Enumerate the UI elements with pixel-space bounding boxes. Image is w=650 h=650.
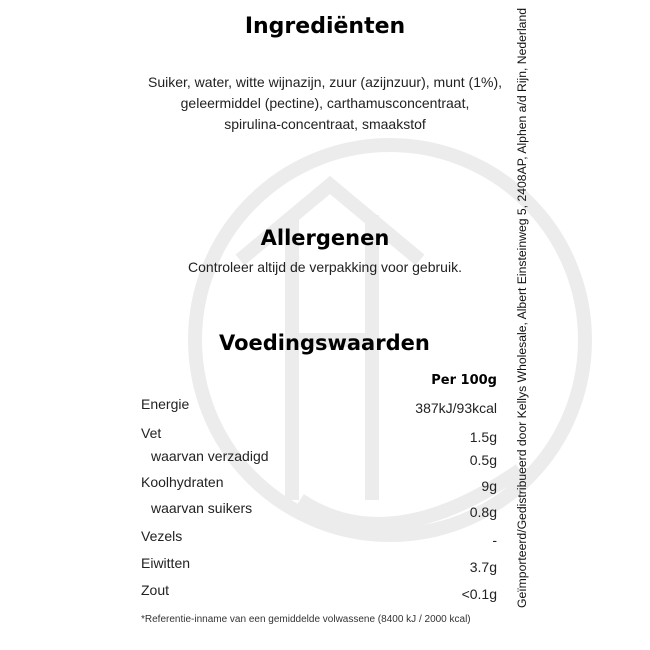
ingredients-line: geleermiddel (pectine), carthamusconcentraat, [180,95,470,111]
nutrition-row-carbs [141,474,497,496]
nutrition-row-protein [141,555,497,577]
ingredients-line: Suiker, water, witte wijnazijn, zuur (azijnzuur), munt (1%), [147,74,502,90]
ingredients-line: spirulina-concentraat, smaakstof [224,116,426,132]
nutrition-value: 9g [481,478,497,494]
nutrition-label: Zout [141,582,170,598]
nutrition-row-salt [141,582,497,604]
nutrition-value: 0.5g [469,452,497,468]
nutrition-row-fiber [141,528,497,550]
nutrition-label: Energie [141,396,190,412]
nutrition-value: 0.8g [469,504,497,520]
nutrition-value: 3.7g [469,559,497,575]
nutrition-label: waarvan suikers [151,500,253,516]
nutrition-value: <0.1g [461,586,497,602]
nutrition-row-sugars [141,500,497,522]
nutrition-row-saturated [141,448,497,470]
nutrition-column-header: Per 100g [431,373,497,388]
nutrition-value: - [492,532,497,548]
nutrition-value: 1.5g [469,429,497,445]
nutrition-label: Vezels [141,528,183,544]
reference-intake-footnote: *Referentie-inname van een gemiddelde volwassene (8400 kJ / 2000 kcal) [141,614,471,625]
allergens-text: Controleer altijd de verpakking voor gebruik. [188,259,462,275]
ingredients-text [110,72,540,135]
importer-address: Geïmporteerd/Gedistribueerd door Kellys Wholesale, Albert Einsteinweg 5, 2408AP, Alphen a/d Rijn, Nederland [515,7,529,608]
nutrition-row-fat [141,425,497,447]
nutrition-label: Eiwitten [141,555,191,571]
nutrition-value: 387kJ/93kcal [415,400,497,416]
nutrition-label: waarvan verzadigd [151,448,269,464]
ingredients-title: Ingrediënten [244,14,406,39]
nutrition-title: Voedingswaarden [219,331,430,355]
nutrition-label: Vet [141,425,162,441]
nutrition-row-energy [141,396,497,418]
allergens-title: Allergenen [260,226,390,250]
nutrition-label: Koolhydraten [141,474,224,490]
